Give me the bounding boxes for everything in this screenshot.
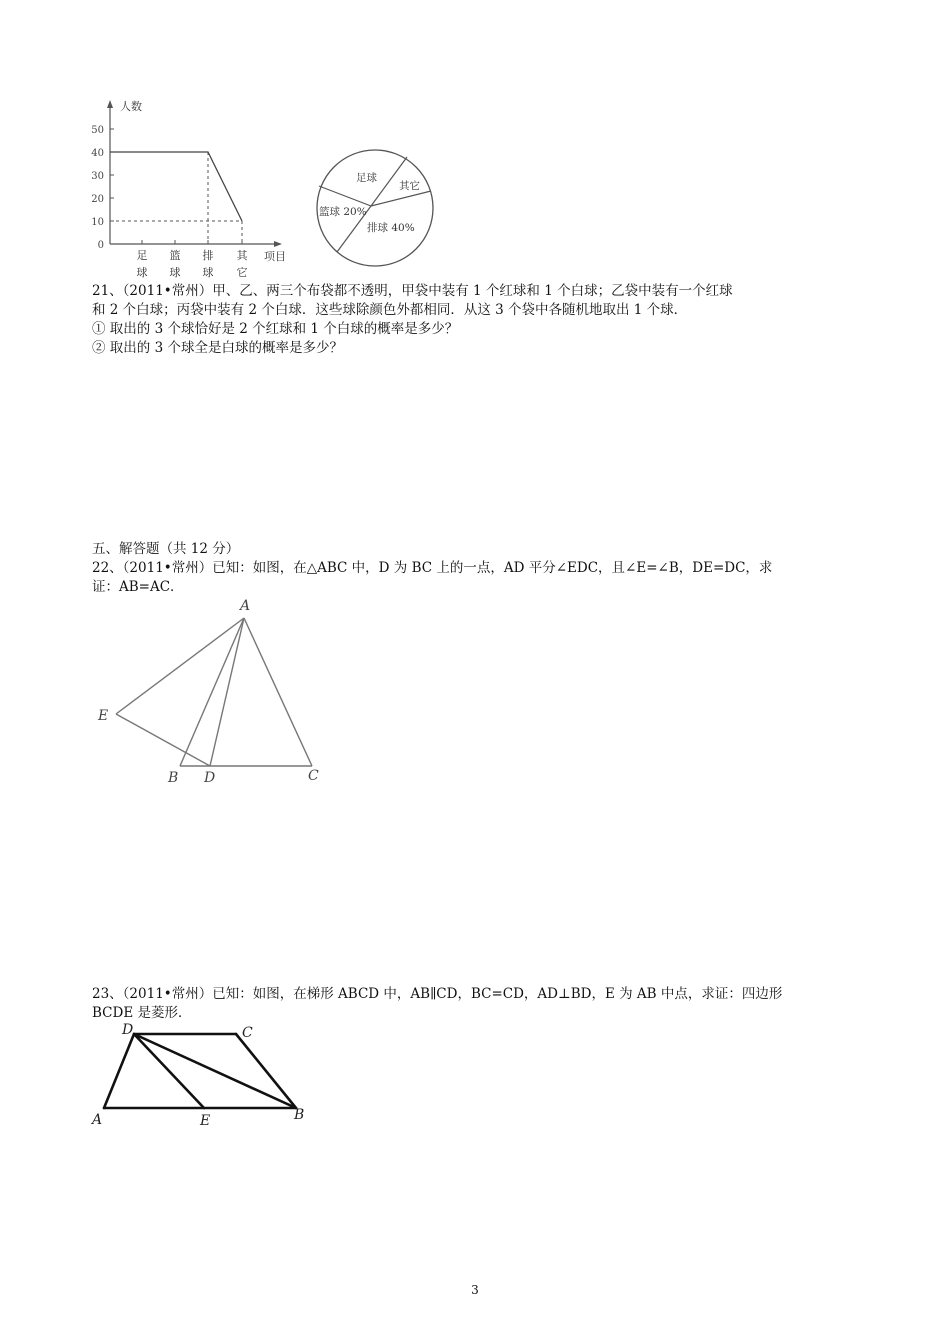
point-label-E: E [98, 708, 109, 724]
trapezoid-figure [90, 1020, 320, 1130]
q22-text-line: 22、（2011•常州）已知：如图，在△ABC 中，D 为 BC 上的一点，AD 平分∠EDC，且∠E=∠B，DE=DC，求 [92, 560, 773, 576]
point-label-D: D [122, 1022, 134, 1038]
pie-slice-label: 足球 [356, 172, 377, 184]
x-axis-title: 项目 [264, 250, 286, 263]
point-label-B: B [168, 770, 179, 786]
y-tick-label: 30 [91, 171, 104, 182]
point-label-A: A [240, 598, 251, 614]
point-label-A: A [92, 1112, 103, 1128]
x-category-label: 其 [236, 249, 248, 262]
y-tick-label: 20 [91, 194, 104, 205]
y-tick-label: 0 [97, 240, 104, 251]
pie-chart [317, 150, 433, 266]
segment-DE [134, 1034, 204, 1108]
stats-figure [88, 96, 448, 286]
pie-slice-label: 排球 40% [367, 222, 415, 234]
pie-slice-label: 篮球 20% [319, 206, 367, 218]
q21-text-line: 21、（2011•常州）甲、乙、两三个布袋都不透明，甲袋中装有 1 个红球和 1 个白球；乙袋中装有一个红球 [92, 283, 733, 299]
q21-text-line: 和 2 个白球；丙袋中装有 2 个白球．这些球除颜色外都相同．从这 3 个袋中各随机地取出 1 个球． [92, 302, 688, 318]
x-category-label: 它 [236, 266, 248, 279]
q23-text-line: BCDE 是菱形． [92, 1005, 192, 1021]
page-number: 3 [471, 1283, 479, 1297]
q21-subquestion: ① 取出的 3 个球恰好是 2 个红球和 1 个白球的概率是多少？ [92, 321, 459, 337]
x-category-label: 篮 [169, 249, 181, 262]
segment-CB [236, 1034, 296, 1108]
x-axis-arrow [274, 241, 282, 247]
x-category-label: 球 [136, 266, 148, 279]
data-line [110, 152, 242, 221]
y-axis-title: 人数 [120, 100, 142, 113]
point-label-B: B [294, 1107, 305, 1123]
segment-AD [104, 1034, 134, 1108]
point-label-E: E [200, 1113, 211, 1129]
segment-ED [116, 714, 210, 766]
point-label-C: C [308, 768, 319, 784]
x-category-label: 球 [169, 266, 181, 279]
point-label-D: D [204, 770, 216, 786]
q23-text-line: 23、（2011•常州）已知：如图，在梯形 ABCD 中，AB∥CD，BC=CD，AD⊥BD，E 为 AB 中点，求证：四边形 [92, 986, 783, 1002]
y-tick-label: 50 [91, 125, 104, 136]
pie-divider [319, 186, 371, 206]
x-category-label: 足 [136, 249, 148, 262]
section-heading: 五、解答题（共 12 分） [92, 541, 240, 557]
pie-slice-label: 其它 [399, 180, 420, 192]
segment-AC [244, 618, 312, 766]
line-chart [91, 99, 286, 279]
triangle-figure [92, 596, 332, 788]
x-category-label: 排 [202, 249, 214, 262]
y-axis-arrow [107, 100, 113, 108]
segment-AB [180, 618, 244, 766]
x-category-label: 球 [202, 266, 214, 279]
y-tick-label: 40 [91, 148, 104, 159]
q22-text-line: 证：AB=AC． [92, 579, 184, 595]
q21-subquestion: ② 取出的 3 个球全是白球的概率是多少？ [92, 340, 343, 356]
point-label-C: C [242, 1025, 253, 1041]
segment-DB [134, 1034, 296, 1108]
y-tick-label: 10 [91, 217, 104, 228]
